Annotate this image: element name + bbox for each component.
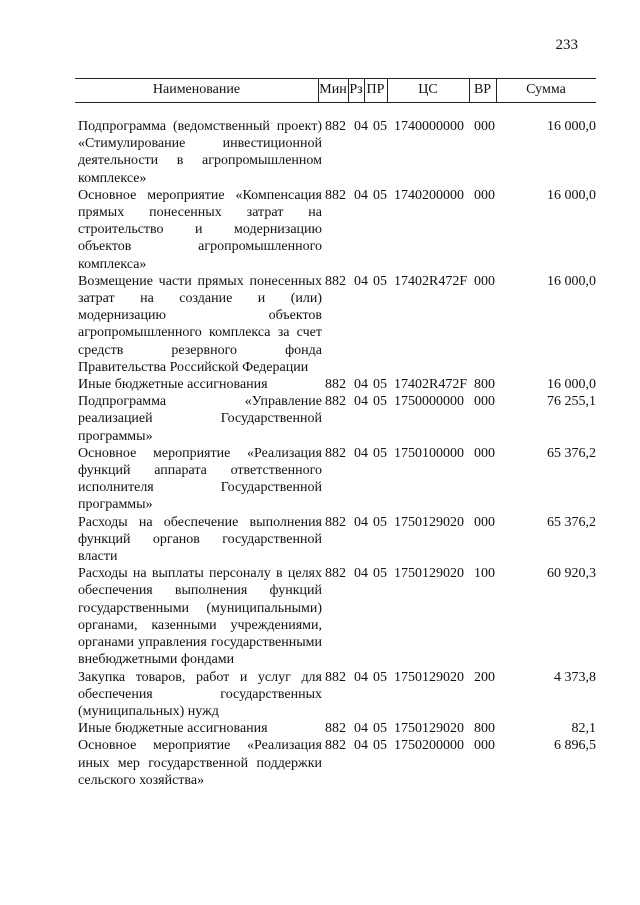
header-cs: ЦС	[418, 82, 438, 97]
row-cs: 1750000000	[394, 394, 464, 410]
row-rz: 04	[354, 445, 368, 461]
table-header	[75, 79, 596, 103]
page-number: 233	[555, 37, 578, 53]
row-name: Подпрограмма (ведомственный проект) «Стимулирование инвестиционной деятельности в агропромышленном комплексе»	[78, 119, 322, 186]
table-row	[78, 720, 596, 737]
row-name: Иные бюджетные ассигнования	[78, 377, 268, 393]
row-cs: 1750129020	[394, 669, 464, 685]
header-vr: ВР	[473, 82, 492, 97]
row-vr: 200	[474, 669, 495, 685]
row-rz: 04	[354, 273, 368, 289]
row-sum: 65 376,2	[547, 445, 596, 461]
row-vr: 000	[474, 445, 495, 461]
header-min: Мин	[319, 82, 347, 97]
row-min: 882	[325, 669, 346, 685]
row-vr: 000	[474, 273, 495, 289]
row-vr: 000	[474, 394, 495, 410]
row-vr: 000	[474, 119, 495, 134]
row-pr: 05	[373, 669, 387, 685]
table-row	[78, 737, 596, 789]
row-sum: 76 255,1	[547, 394, 596, 410]
row-pr: 05	[373, 377, 387, 393]
table-row	[78, 187, 596, 273]
row-name: Основное мероприятие «Реализация функций аппарата ответственного исполнителя Государственной программы»	[78, 445, 322, 513]
row-rz: 04	[354, 738, 368, 754]
row-cs: 1740000000	[394, 119, 464, 134]
row-sum: 16 000,0	[547, 377, 596, 393]
row-name: Расходы на обеспечение выполнения функций органов государственной власти	[78, 514, 322, 565]
row-cs: 1750129020	[394, 721, 464, 737]
row-min: 882	[325, 721, 346, 737]
row-vr: 800	[474, 721, 495, 737]
row-min: 882	[325, 119, 346, 134]
header-sum: Сумма	[526, 82, 566, 97]
row-pr: 05	[373, 514, 387, 530]
row-cs: 17402R472F	[394, 377, 468, 393]
table-row	[78, 514, 596, 566]
row-name: Иные бюджетные ассигнования	[78, 721, 268, 737]
row-rz: 04	[354, 119, 368, 134]
row-pr: 05	[373, 394, 387, 410]
row-vr: 000	[474, 187, 495, 203]
row-sum: 6 896,5	[554, 738, 596, 754]
table-row	[78, 445, 596, 514]
row-vr: 800	[474, 377, 495, 393]
table-row	[78, 669, 596, 721]
row-name: Основное мероприятие «Компенсация прямых понесенных затрат на строительство и модернизацию объектов агропромышленного комплекса»	[78, 187, 322, 272]
table-row	[78, 393, 596, 445]
header-name: Наименование	[152, 82, 241, 97]
row-pr: 05	[373, 445, 387, 461]
row-name: Закупка товаров, работ и услуг для обеспечения государственных (муниципальных) нужд	[78, 669, 322, 719]
table-row	[78, 118, 596, 187]
row-rz: 04	[354, 669, 368, 685]
row-sum: 16 000,0	[547, 187, 596, 203]
row-rz: 04	[354, 721, 368, 737]
header-pr: ПР	[366, 82, 385, 97]
row-rz: 04	[354, 394, 368, 410]
row-cs: 17402R472F	[394, 273, 468, 289]
row-sum: 16 000,0	[547, 119, 596, 134]
row-rz: 04	[354, 377, 368, 393]
row-name: Возмещение части прямых понесенных затрат на создание и (или) модернизацию объектов агропромышленного комплекса за счет средств резервного фонда Правительства Российской Федерации	[78, 273, 322, 375]
row-min: 882	[325, 187, 346, 203]
row-vr: 100	[474, 566, 495, 582]
row-vr: 000	[474, 738, 495, 754]
row-rz: 04	[354, 187, 368, 203]
header-bottom-rule	[75, 102, 596, 103]
row-min: 882	[325, 445, 346, 461]
table-row	[78, 376, 596, 393]
row-sum: 65 376,2	[547, 514, 596, 530]
row-pr: 05	[373, 566, 387, 582]
header-rz: Рз	[349, 82, 363, 97]
row-min: 882	[325, 273, 346, 289]
row-rz: 04	[354, 566, 368, 582]
row-name: Подпрограмма «Управление реализацией Государственной программы»	[78, 394, 322, 444]
row-name: Основное мероприятие «Реализация иных мер государственной поддержки сельского хозяйства»	[78, 738, 322, 788]
row-pr: 05	[373, 738, 387, 754]
row-cs: 1750129020	[394, 514, 464, 530]
row-cs: 1750100000	[394, 445, 464, 461]
row-sum: 16 000,0	[547, 273, 596, 289]
row-cs: 1750129020	[394, 566, 464, 582]
row-sum: 60 920,3	[547, 566, 596, 582]
table-row	[78, 565, 596, 668]
table-row	[78, 273, 596, 376]
row-min: 882	[325, 514, 346, 530]
row-sum: 82,1	[571, 721, 596, 737]
row-min: 882	[325, 377, 346, 393]
row-min: 882	[325, 394, 346, 410]
row-pr: 05	[373, 273, 387, 289]
table-body	[78, 118, 596, 789]
row-sum: 4 373,8	[554, 669, 596, 685]
row-min: 882	[325, 738, 346, 754]
row-pr: 05	[373, 187, 387, 203]
row-cs: 1740200000	[394, 187, 464, 203]
row-pr: 05	[373, 721, 387, 737]
row-min: 882	[325, 566, 346, 582]
row-vr: 000	[474, 514, 495, 530]
row-cs: 1750200000	[394, 738, 464, 754]
row-rz: 04	[354, 514, 368, 530]
row-pr: 05	[373, 119, 387, 134]
row-name: Расходы на выплаты персоналу в целях обеспечения выполнения функций государственными (муниципальными) органами, казенными учреждениями, органами управления государственными внебюджетными фондами	[78, 566, 322, 668]
